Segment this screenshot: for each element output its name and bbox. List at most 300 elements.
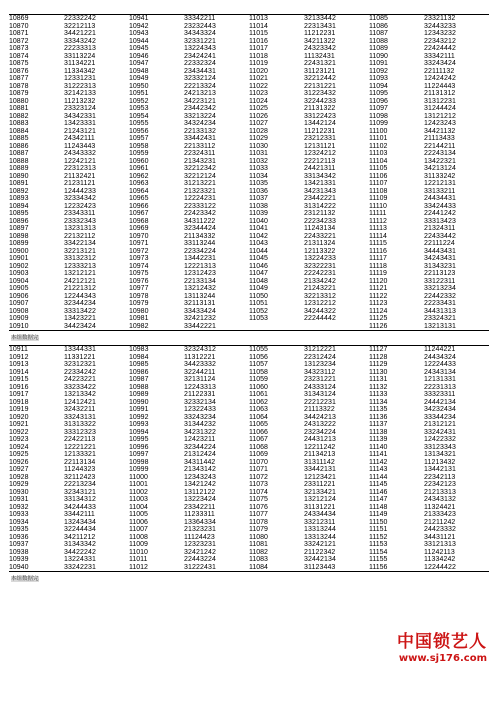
table-row (249, 556, 369, 564)
row-number: 10987 (129, 376, 149, 383)
table-row (369, 526, 489, 534)
row-number: 10974 (129, 262, 149, 270)
table-row (249, 285, 369, 293)
row-number: 10918 (9, 398, 29, 406)
row-code: 32212124 (184, 172, 216, 180)
table-row (9, 354, 129, 362)
row-code: 22212231 (304, 398, 336, 406)
row-number: 11017 (249, 45, 268, 52)
table-row (9, 519, 129, 527)
row-code: 34342331 (64, 112, 96, 120)
table-row (369, 255, 489, 263)
row-number: 11104 (369, 157, 388, 165)
row-number: 11044 (249, 247, 268, 255)
row-number: 10968 (129, 217, 149, 225)
table-row (249, 308, 369, 316)
table-row (9, 128, 129, 136)
row-number: 10979 (129, 300, 149, 307)
row-code: 32113131 (184, 300, 216, 307)
row-code: 23234224 (304, 428, 336, 436)
row-number: 10901 (9, 255, 29, 262)
row-code: 31134221 (64, 60, 96, 67)
row-code: 22312424 (304, 353, 336, 361)
row-number: 11120 (369, 277, 388, 285)
row-number: 11127 (369, 346, 388, 353)
row-code: 12242121 (64, 157, 96, 165)
row-code: 12343232 (424, 30, 456, 37)
row-code: 33122311 (424, 277, 456, 285)
row-number: 10985 (129, 361, 149, 368)
table-row (129, 369, 249, 377)
row-number: 10881 (9, 105, 29, 112)
row-code: 22133132 (184, 127, 216, 135)
table-row (249, 534, 369, 542)
row-code: 13212124 (304, 496, 336, 503)
row-number: 11134 (369, 398, 388, 406)
table-row (129, 248, 249, 256)
table-row (9, 90, 129, 98)
row-number: 11093 (369, 75, 388, 82)
table-row (369, 98, 489, 106)
row-number: 10888 (9, 157, 29, 165)
table-row (129, 293, 249, 301)
table-row (369, 143, 489, 151)
row-code: 12312212 (304, 300, 336, 307)
row-code: 23231221 (304, 376, 336, 383)
table-row (129, 105, 249, 113)
table-row (369, 436, 489, 444)
table-row (129, 38, 249, 46)
table-row (129, 278, 249, 286)
row-number: 11086 (369, 22, 388, 30)
row-number: 10869 (9, 15, 29, 22)
table-row (249, 564, 369, 572)
table-row (129, 511, 249, 519)
row-number: 10939 (9, 556, 29, 563)
table-row (129, 128, 249, 136)
table-row (249, 15, 369, 23)
row-code: 31343124 (304, 391, 336, 398)
row-code: 21243221 (304, 285, 336, 292)
table-row (249, 451, 369, 459)
table-row (249, 203, 369, 211)
row-number: 11137 (369, 421, 388, 428)
code-column (249, 15, 369, 330)
row-code: 11124423 (184, 533, 215, 541)
row-number: 11033 (249, 165, 268, 172)
row-code: 32212342 (184, 165, 216, 172)
table-row (249, 225, 369, 233)
row-number: 10907 (9, 300, 29, 307)
table-row (129, 564, 249, 572)
row-code: 33442131 (304, 466, 336, 473)
table-row (249, 30, 369, 38)
row-number: 11107 (369, 180, 388, 187)
row-number: 10922 (9, 428, 29, 436)
row-code: 21323231 (184, 526, 216, 533)
row-number: 10999 (129, 466, 149, 473)
row-number: 10911 (9, 346, 28, 353)
row-code: 22212113 (304, 157, 336, 165)
table-row (249, 128, 369, 136)
row-code: 22243134 (424, 150, 456, 157)
table-row (9, 534, 129, 542)
row-number: 11069 (249, 451, 268, 458)
row-code: 32312321 (64, 361, 96, 368)
row-number: 10908 (9, 307, 29, 315)
row-code: 31223432 (304, 90, 336, 97)
row-code: 31311142 (304, 458, 335, 466)
table-row (9, 255, 129, 263)
row-code: 33433424 (184, 307, 216, 315)
row-number: 11080 (249, 533, 268, 541)
table-row (369, 549, 489, 557)
table-row (369, 68, 489, 76)
row-number: 10977 (129, 285, 149, 292)
table-row (249, 459, 369, 467)
row-number: 11092 (369, 67, 388, 75)
row-number: 11003 (129, 496, 148, 503)
table-row (9, 203, 129, 211)
table-row (9, 75, 129, 83)
table-row (9, 23, 129, 31)
table-row (369, 534, 489, 542)
row-code: 12324212 (304, 150, 336, 157)
row-code: 23434431 (184, 67, 216, 75)
row-number: 11005 (129, 511, 148, 518)
row-code: 13123234 (304, 361, 336, 368)
row-number: 10970 (129, 232, 149, 240)
row-number: 11090 (369, 52, 388, 60)
row-code: 22312313 (64, 165, 96, 172)
row-number: 10966 (129, 202, 149, 210)
row-code: 12422332 (424, 436, 456, 443)
row-code: 21312121 (424, 421, 456, 428)
row-number: 11117 (369, 255, 387, 262)
row-number: 11091 (369, 60, 388, 67)
table-row (9, 346, 129, 354)
table-row (129, 23, 249, 31)
table-row (129, 120, 249, 128)
row-number: 10969 (129, 225, 149, 232)
row-number: 10955 (129, 120, 149, 127)
table-row (9, 30, 129, 38)
row-number: 10933 (9, 511, 29, 518)
table-row (249, 188, 369, 196)
table-row (249, 90, 369, 98)
row-number: 11041 (249, 225, 268, 232)
block-caption: 本组数据完 (11, 335, 39, 341)
row-code: 32133442 (304, 15, 336, 22)
table-row (369, 315, 489, 323)
table-row (249, 361, 369, 369)
table-row (369, 173, 489, 181)
table-row (129, 218, 249, 226)
table-row (9, 481, 129, 489)
code-column (369, 15, 489, 330)
row-code: 22422113 (64, 436, 96, 443)
table-row (129, 414, 249, 422)
table-row (9, 511, 129, 519)
row-number: 10934 (9, 518, 29, 526)
table-row (9, 68, 129, 76)
site-watermark (337, 627, 487, 664)
row-number: 11155 (369, 556, 388, 563)
table-row (129, 195, 249, 203)
row-code: 11243443 (64, 142, 96, 150)
table-row (9, 384, 129, 392)
row-number: 10874 (9, 52, 29, 60)
table-row (9, 195, 129, 203)
table-row (129, 406, 249, 414)
table-row (249, 195, 369, 203)
row-number: 10931 (9, 496, 29, 503)
row-code: 22332324 (184, 60, 216, 67)
row-number: 11106 (369, 172, 388, 180)
table-row (129, 240, 249, 248)
row-code: 31344232 (184, 421, 216, 428)
table-row (129, 323, 249, 331)
row-code: 21333423 (424, 511, 456, 518)
table-row (249, 466, 369, 474)
table-row (9, 120, 129, 128)
row-code: 12343243 (184, 473, 216, 481)
row-number: 11046 (249, 262, 268, 270)
row-code: 34311222 (184, 217, 216, 225)
row-code: 12123421 (304, 473, 336, 481)
row-number: 11067 (249, 436, 268, 443)
code-column (129, 346, 249, 571)
table-row (249, 98, 369, 106)
table-row (129, 308, 249, 316)
row-code: 13421331 (304, 180, 336, 187)
row-code: 31133242 (424, 172, 456, 180)
row-number: 11121 (369, 285, 388, 292)
row-number: 11087 (369, 30, 388, 37)
row-code: 32213312 (304, 292, 336, 300)
row-number: 10884 (9, 127, 29, 135)
row-number: 11142 (369, 458, 388, 466)
table-row (369, 474, 489, 482)
row-number: 11071 (249, 466, 268, 473)
row-code: 33313423 (424, 217, 456, 225)
row-code: 32244211 (184, 368, 216, 376)
row-number: 11132 (369, 383, 388, 391)
row-code: 13213131 (424, 322, 456, 330)
row-number: 11154 (369, 548, 388, 556)
table-row (9, 436, 129, 444)
row-code: 32112423 (64, 473, 96, 481)
table-row (9, 323, 129, 331)
row-code: 31222313 (64, 82, 96, 90)
row-code: 12131331 (424, 376, 456, 383)
table-row (369, 399, 489, 407)
row-code: 34421221 (64, 30, 96, 37)
row-number: 10885 (9, 135, 29, 142)
row-number: 10904 (9, 277, 29, 285)
row-number: 11053 (249, 315, 268, 322)
row-code: 12131121 (304, 142, 336, 150)
row-code: 21132421 (64, 172, 96, 180)
row-code: 13224331 (64, 556, 96, 563)
table-row (129, 15, 249, 23)
row-code: 22111224 (424, 240, 455, 247)
row-number: 10899 (9, 240, 29, 247)
row-number: 11140 (369, 443, 388, 451)
row-code: 33132312 (64, 255, 96, 262)
row-code: 22443224 (184, 556, 216, 563)
row-number: 11108 (369, 187, 388, 195)
table-row (249, 45, 369, 53)
row-number: 10879 (9, 90, 29, 97)
row-number: 11018 (249, 52, 268, 60)
row-number: 11013 (249, 15, 268, 22)
row-number: 10953 (129, 105, 149, 112)
row-code: 21231121 (64, 180, 96, 187)
row-code: 21211242 (424, 518, 456, 526)
row-number: 11030 (249, 142, 268, 150)
row-code: 34244322 (304, 307, 336, 315)
row-number: 11144 (369, 473, 388, 481)
table-row (129, 83, 249, 91)
table-row (9, 315, 129, 323)
row-code: 23212331 (304, 135, 336, 142)
row-code: 22332242 (64, 15, 96, 22)
row-number: 11075 (249, 496, 268, 503)
row-number: 11024 (249, 97, 268, 105)
table-row (129, 165, 249, 173)
code-grid (9, 15, 489, 330)
table-row (9, 15, 129, 23)
table-row (249, 429, 369, 437)
row-code: 32244434 (64, 526, 96, 533)
row-number: 11103 (369, 150, 388, 157)
table-row (369, 270, 489, 278)
row-code: 24442134 (424, 398, 456, 406)
row-code: 12243313 (184, 383, 216, 391)
row-number: 11131 (369, 376, 388, 383)
row-number: 10965 (129, 195, 149, 202)
table-row (9, 60, 129, 68)
table-row (369, 158, 489, 166)
row-number: 11058 (249, 368, 268, 376)
row-code: 34323112 (304, 368, 336, 376)
row-number: 11094 (369, 82, 388, 90)
row-code: 22433442 (424, 232, 456, 240)
table-row (369, 210, 489, 218)
row-code: 33134342 (304, 172, 336, 180)
row-code: 22231313 (424, 383, 456, 391)
row-number: 10890 (9, 172, 29, 180)
table-row (129, 391, 249, 399)
table-row (129, 534, 249, 542)
row-code: 33233422 (64, 383, 96, 391)
row-number: 10971 (129, 240, 149, 247)
row-number: 11050 (249, 292, 268, 300)
table-row (129, 526, 249, 534)
table-row (369, 444, 489, 452)
row-code: 31123443 (304, 563, 336, 571)
row-code: 33134312 (64, 496, 96, 503)
row-code: 33313422 (64, 307, 96, 315)
row-code: 32212113 (64, 22, 96, 30)
table-row (369, 128, 489, 136)
table-row (9, 556, 129, 564)
table-row (369, 451, 489, 459)
row-number: 10967 (129, 210, 149, 217)
row-number: 10942 (129, 22, 149, 30)
table-row (369, 496, 489, 504)
table-row (369, 38, 489, 46)
table-row (249, 60, 369, 68)
table-row (249, 210, 369, 218)
row-number: 11152 (369, 533, 388, 541)
row-code: 13442131 (424, 466, 456, 473)
row-number: 10892 (9, 187, 29, 195)
table-row (249, 474, 369, 482)
row-code: 22113134 (64, 458, 96, 466)
row-code: 32334342 (64, 195, 96, 202)
row-code: 31312231 (424, 97, 456, 105)
table-row (369, 150, 489, 158)
row-code: 22441242 (424, 210, 456, 217)
row-number: 10978 (129, 292, 149, 300)
row-number: 10882 (9, 112, 29, 120)
row-code: 32344224 (184, 443, 216, 451)
code-column (9, 346, 129, 571)
row-code: 12444233 (64, 187, 96, 195)
table-row (249, 384, 369, 392)
table-row (129, 466, 249, 474)
row-code: 11244221 (424, 346, 456, 353)
table-row (249, 391, 369, 399)
row-code: 13442231 (184, 255, 216, 262)
table-row (369, 120, 489, 128)
row-number: 10997 (129, 451, 149, 458)
row-code: 23332343 (64, 217, 96, 225)
row-number: 10886 (9, 142, 29, 150)
row-code: 12412421 (64, 398, 96, 406)
row-code: 22111132 (424, 67, 455, 75)
row-number: 10875 (9, 60, 29, 67)
table-row (369, 60, 489, 68)
row-code: 22133134 (184, 277, 216, 285)
row-code: 34443431 (424, 247, 456, 255)
row-number: 11029 (249, 135, 268, 142)
row-number: 10906 (9, 292, 29, 300)
table-row (9, 549, 129, 557)
row-number: 11027 (249, 120, 268, 127)
row-number: 10980 (129, 307, 149, 315)
row-code: 32443233 (424, 22, 456, 30)
row-number: 11130 (369, 368, 388, 376)
row-code: 22343212 (424, 37, 456, 45)
table-row (9, 165, 129, 173)
row-code: 24434431 (424, 195, 456, 202)
row-number: 10941 (129, 15, 149, 22)
row-code: 22213234 (64, 481, 96, 488)
row-number: 10872 (9, 37, 29, 45)
table-row (249, 180, 369, 188)
row-number: 10894 (9, 202, 29, 210)
table-row (129, 481, 249, 489)
row-number: 10880 (9, 97, 29, 105)
row-number: 10897 (9, 225, 29, 232)
row-number: 10986 (129, 368, 149, 376)
table-row (369, 135, 489, 143)
row-code: 13213342 (64, 391, 96, 398)
row-number: 11048 (249, 277, 268, 285)
